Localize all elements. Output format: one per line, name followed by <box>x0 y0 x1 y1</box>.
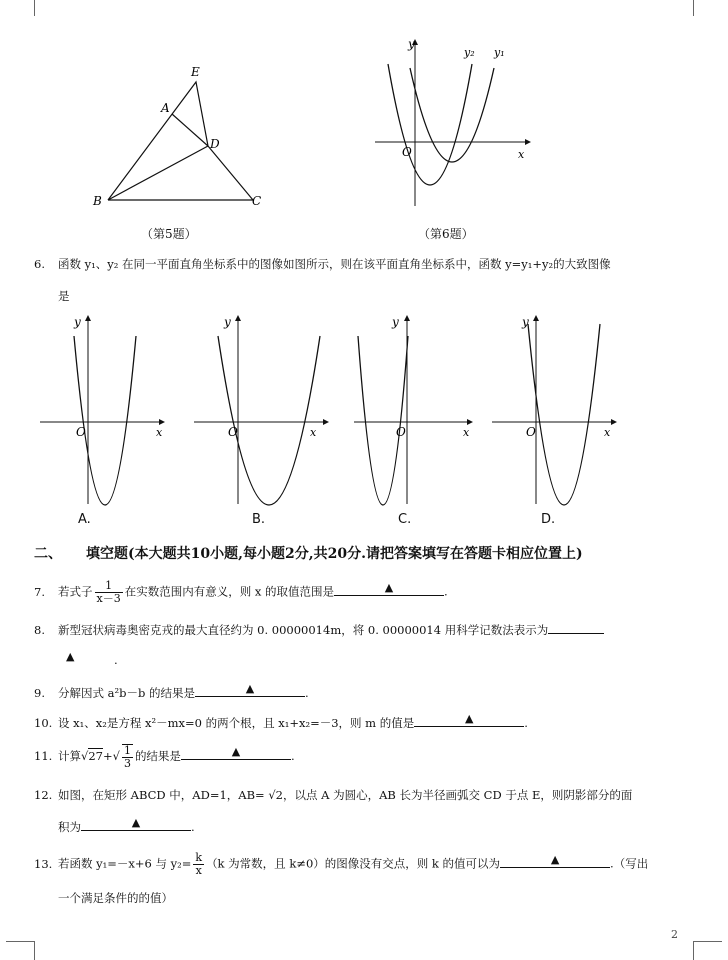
question-11: 11. 计算√27+√ $\frac{1}{3}$ 的结果是 ▲ . <box>34 744 295 770</box>
option-c-label[interactable]: C. <box>398 512 412 527</box>
label-y1: y₁ <box>494 46 505 59</box>
label-a: A <box>161 101 170 115</box>
answer-blank-12[interactable]: ▲ <box>81 818 191 831</box>
answer-blank-7[interactable]: ▲ <box>334 583 444 596</box>
answer-blank-10[interactable]: ▲ <box>414 714 524 727</box>
section-number: 二、 <box>34 546 62 562</box>
question-6-cont <box>58 288 70 304</box>
label-b: B <box>93 194 102 208</box>
figure-6-parabolas <box>360 36 540 216</box>
origin-label: O <box>396 425 406 439</box>
question-13-cont: 一个满足条件的的值） <box>58 891 173 905</box>
question-number: 6. <box>34 257 45 271</box>
option-d-label[interactable]: D. <box>541 512 556 527</box>
crop-mark-bottom-left <box>6 941 35 960</box>
question-text: 函数 y₁、y₂ 在同一平面直角坐标系中的图像如图所示，则在该平面直角坐标系中，函数 y=y₁+y₂的大致图像 <box>58 257 611 271</box>
label-e: E <box>191 65 200 79</box>
question-7: 7. 若式子 $\frac{1}{x-3}$ 在实数范围内有意义，则 x 的取值范围是 ▲ . <box>34 579 448 605</box>
option-a-label[interactable]: A. <box>78 512 91 527</box>
sqrt-27: √27 <box>81 749 103 763</box>
label-d: D <box>210 137 220 151</box>
axis-x-label: x <box>310 426 317 439</box>
origin-label: O <box>76 425 86 439</box>
axis-x-label: x <box>518 148 525 161</box>
label-y2: y₂ <box>464 46 475 59</box>
axis-y-label: y <box>408 37 415 51</box>
page-number: 2 <box>671 928 678 941</box>
option-d-graph[interactable] <box>490 314 620 514</box>
question-9: 9. 分解因式 a²b－b 的结果是 ▲ . <box>34 682 309 700</box>
axis-x-label: x <box>156 426 163 439</box>
axis-y-label: y <box>522 315 529 329</box>
origin-label: O <box>526 425 536 439</box>
answer-blank-9[interactable]: ▲ <box>195 684 305 697</box>
axis-y-label: y <box>224 315 231 329</box>
question-6 <box>34 256 611 272</box>
answer-blank-8[interactable] <box>548 621 604 634</box>
section-title: 填空题(本大题共10小题,每小题2分,共20分.请把答案填写在答题卡相应位置上) <box>86 546 583 562</box>
fraction: $\frac{k}{x}$ <box>195 851 203 877</box>
question-12-cont: 积为 ▲ . <box>58 816 195 834</box>
answer-blank-13[interactable]: ▲ <box>500 855 610 868</box>
label-c: C <box>252 194 262 208</box>
figure-6-caption: （第6题） <box>418 227 474 241</box>
question-10: 10. 设 x₁、x₂是方程 x²－mx=0 的两个根，且 x₁+x₂=－3，则 m 的值是 ▲ . <box>34 712 528 730</box>
crop-mark-bottom-right <box>693 941 722 960</box>
question-13: 13. 若函数 y₁=－x+6 与 y₂= $\frac{k}{x}$ （k 为常数，且 k≠0）的图像没有交点，则 k 的值可以为 ▲ .（写出 <box>34 851 649 877</box>
axis-x-label: x <box>463 426 470 439</box>
answer-blank-11[interactable]: ▲ <box>181 747 291 760</box>
fraction: $\frac{1}{x-3}$ <box>96 579 121 605</box>
figure-5-caption: （第5题） <box>141 227 197 241</box>
origin-label: O <box>228 425 238 439</box>
option-b-label[interactable]: B. <box>252 512 266 527</box>
sqrt-fraction: √ $\frac{1}{3}$ <box>112 744 131 770</box>
option-c-graph[interactable] <box>352 314 477 514</box>
option-b-graph[interactable] <box>192 314 332 514</box>
axis-x-label: x <box>604 426 611 439</box>
section-2-header <box>34 543 583 563</box>
question-8: 8. 新型冠状病毒奥密克戎的最大直径约为 0. 00000014m，将 0. 00000014 用科学记数法表示为 <box>34 621 604 638</box>
option-a-graph[interactable] <box>38 314 168 514</box>
origin-label: O <box>402 145 412 159</box>
axis-y-label: y <box>74 315 81 329</box>
question-8-cont: ▲ . <box>58 652 118 668</box>
question-text-cont: 是 <box>58 289 70 303</box>
answer-blank-8-cont[interactable]: ▲ <box>66 650 75 663</box>
crop-mark-top-right <box>693 0 722 16</box>
figure-5-triangle <box>88 60 278 215</box>
axis-y-label: y <box>392 315 399 329</box>
crop-mark-top-left <box>6 0 35 16</box>
question-12: 12. 如图，在矩形 ABCD 中，AD=1，AB= √2，以点 A 为圆心，AB 长为半径画弧交 CD 于点 E，则阴影部分的面 <box>34 788 633 802</box>
